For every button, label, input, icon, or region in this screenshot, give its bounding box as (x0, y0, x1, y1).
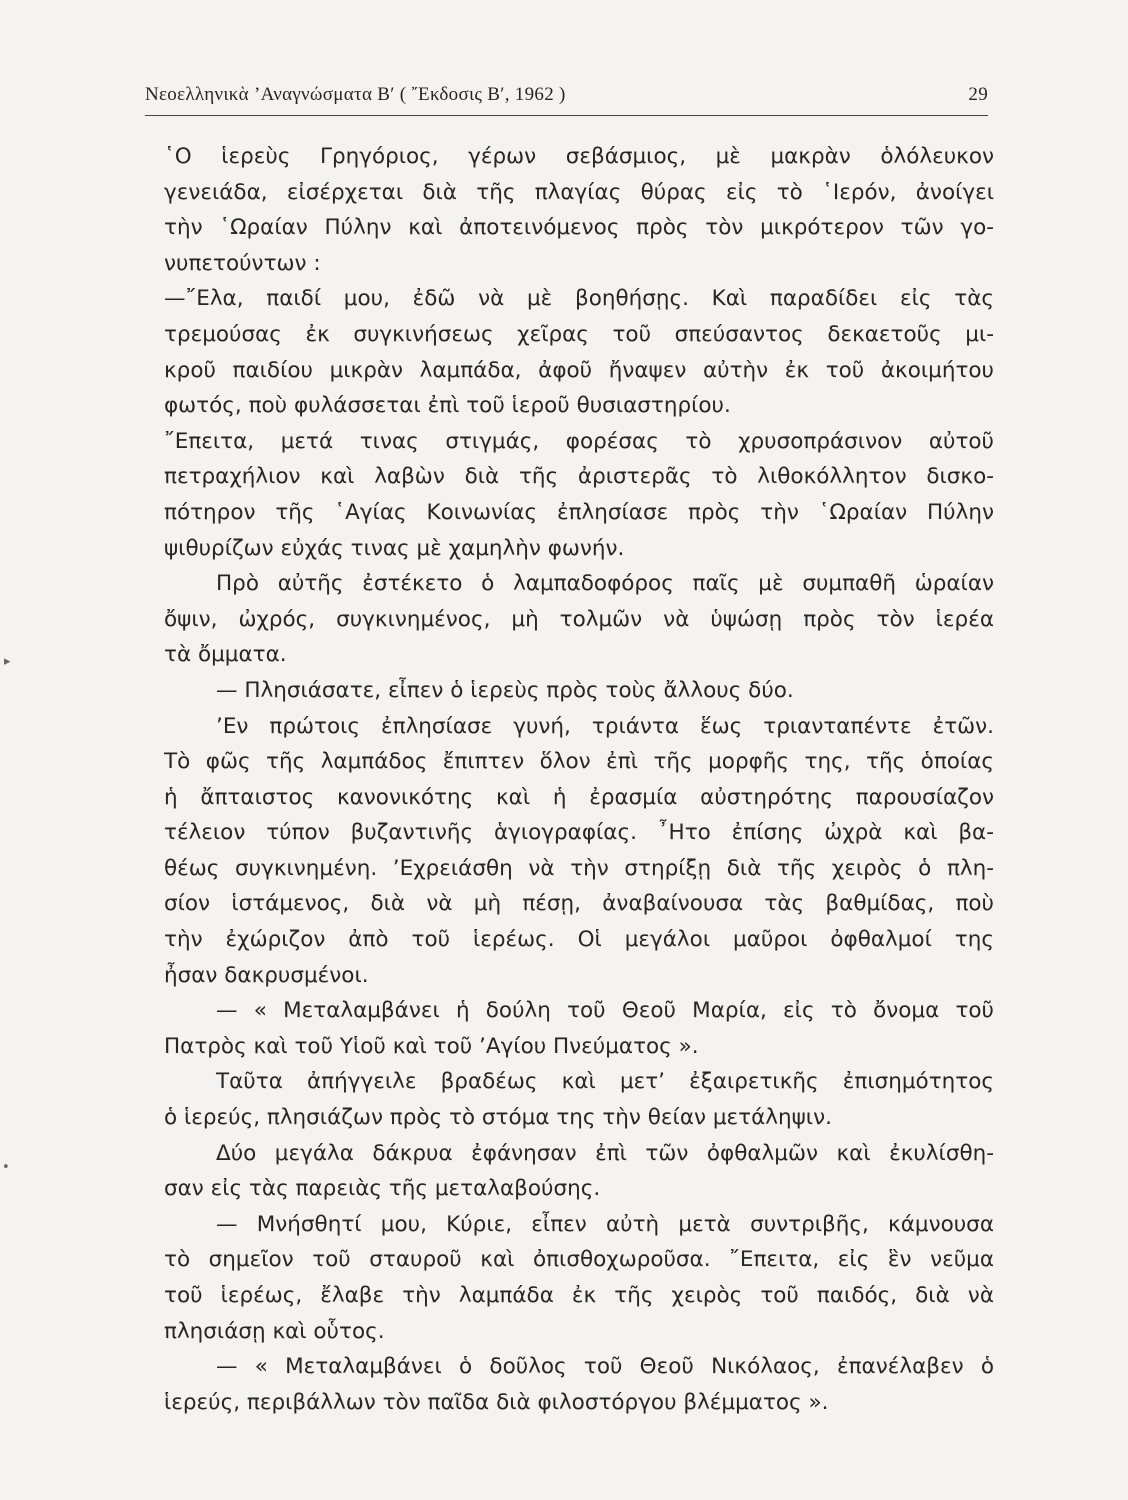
text-line: — « Μεταλαμβάνει ὁ δοῦλος τοῦ Θεοῦ Νικόλαος, ἐπανέλαβεν ὁ (216, 1354, 994, 1380)
text-line: πότηρον τῆς ῾Αγίας Κοινωνίας ἐπλησίασε πρὸς τὴν ῾Ωραίαν Πύλην (164, 499, 994, 525)
margin-mark-icon: ▸ (4, 654, 11, 669)
text-line: Δύο μεγάλα δάκρυα ἐφάνησαν ἐπὶ τῶν ὀφθαλμῶν καὶ ἐκυλίσθη- (216, 1140, 994, 1166)
text-line: φωτός, ποὺ φυλάσσεται ἐπὶ τοῦ ἱεροῦ θυσιαστηρίου. (164, 393, 731, 419)
text-line: — « Μεταλαμβάνει ἡ δούλη τοῦ Θεοῦ Μαρία, εἰς τὸ ὄνομα τοῦ (216, 998, 994, 1024)
text-line: νυπετούντων : (164, 250, 321, 276)
page-number: 29 (968, 84, 988, 105)
text-line: — Μνήσθητί μου, Κύριε, εἶπεν αὐτὴ μετὰ συντριβῆς, κάμνουσα (216, 1211, 994, 1237)
text-line: τὸ σημεῖον τοῦ σταυροῦ καὶ ὀπισθοχωροῦσα. ῎Επειτα, εἰς ἓν νεῦμα (164, 1247, 994, 1273)
text-line: ῾Ο ἱερεὺς Γρηγόριος, γέρων σεβάσμιος, μὲ μακρὰν ὁλόλευκον (164, 144, 994, 169)
text-line: ῎Επειτα, μετά τινας στιγμάς, φορέσας τὸ χρυσοπράσινον αὐτοῦ (164, 428, 994, 454)
text-line: γενειάδα, εἰσέρχεται διὰ τῆς πλαγίας θύρας εἰς τὸ ῾Ιερόν, ἀνοίγει (164, 179, 994, 205)
text-line: Ταῦτα ἀπήγγειλε βραδέως καὶ μετ’ ἐξαιρετικῆς ἐπισημότητος (216, 1069, 994, 1095)
text-line: τὴν ῾Ωραίαν Πύλην καὶ ἀποτεινόμενος πρὸς τὸν μικρότερον τῶν γο- (164, 215, 994, 241)
text-line: ἱερεύς, περιβάλλων τὸν παῖδα διὰ φιλοστόργου βλέμματος ». (164, 1389, 829, 1415)
text-line: κροῦ παιδίου μικρὰν λαμπάδα, ἀφοῦ ἤναψεν αὐτὴν ἐκ τοῦ ἀκοιμήτου (164, 357, 994, 383)
text-line: ὁ ἱερεύς, πλησιάζων πρὸς τὸ στόμα της τὴν θείαν μετάληψιν. (164, 1105, 832, 1131)
text-line: ἡ ἄπταιστος κανονικότης καὶ ἡ ἐρασμία αὐστηρότης παρουσίαζον (164, 784, 994, 810)
text-line: — Πλησιάσατε, εἶπεν ὁ ἱερεὺς πρὸς τοὺς ἄλλους δύο. (216, 677, 794, 703)
text-line: σαν εἰς τὰς παρειὰς τῆς μεταλαβούσης. (164, 1176, 601, 1202)
text-line: ’Εν πρώτοις ἐπλησίασε γυνή, τριάντα ἕως τριανταπέντε ἐτῶν. (216, 713, 994, 739)
text-line: Τὸ φῶς τῆς λαμπάδος ἔπιπτεν ὅλον ἐπὶ τῆς μορφῆς της, τῆς ὁποίας (164, 749, 994, 775)
text-line: ὄψιν, ὠχρός, συγκινημένος, μὴ τολμῶν νὰ ὑψώσῃ πρὸς τὸν ἱερέα (164, 606, 994, 632)
text-line: πλησιάσῃ καὶ οὗτος. (164, 1318, 385, 1344)
text-line: πετραχήλιον καὶ λαβὼν διὰ τῆς ἀριστερᾶς τὸ λιθοκόλλητον δισκο- (164, 464, 994, 490)
text-line: θέως συγκινημένη. ’Εχρειάσθη νὰ τὴν στηρίξῃ διὰ τῆς χειρὸς ὁ πλη- (164, 855, 994, 881)
text-line: τὴν ἐχώριζον ἀπὸ τοῦ ἱερέως. Οἱ μεγάλοι μαῦροι ὀφθαλμοί της (164, 927, 994, 953)
text-line: τρεμούσας ἐκ συγκινήσεως χεῖρας τοῦ σπεύσαντος δεκαετοῦς μι- (164, 321, 994, 347)
running-header (145, 84, 988, 106)
text-line: τὰ ὄμματα. (164, 642, 287, 668)
text-line: τέλειον τύπον βυζαντινῆς ἁγιογραφίας. ῏Ητο ἐπίσης ὠχρὰ καὶ βα- (164, 820, 994, 846)
text-line: Πατρὸς καὶ τοῦ Υἱοῦ καὶ τοῦ ’Αγίου Πνεύματος ». (164, 1033, 699, 1059)
header-rule (145, 115, 988, 116)
text-line: —῎Ελα, παιδί μου, ἐδῶ νὰ μὲ βοηθήσῃς. Καὶ παραδίδει εἰς τὰς (164, 286, 994, 312)
margin-dot-icon: • (2, 1160, 10, 1175)
text-line: Πρὸ αὐτῆς ἐστέκετο ὁ λαμπαδοφόρος παῖς μὲ συμπαθῆ ὡραίαν (216, 571, 994, 597)
text-line: ψιθυρίζων εὐχάς τινας μὲ χαμηλὴν φωνήν. (164, 535, 625, 561)
running-title: Νεοελληνικὰ ’Αναγνώσματα Β′ ( ῎Εκδοσις Β′, 1962 ) (145, 84, 566, 105)
text-line: σίον ἱστάμενος, διὰ νὰ μὴ πέσῃ, ἀναβαίνουσα τὰς βαθμίδας, ποὺ (164, 891, 994, 917)
text-line: ἦσαν δακρυσμένοι. (164, 962, 369, 988)
text-line: τοῦ ἱερέως, ἔλαβε τὴν λαμπάδα ἐκ τῆς χειρὸς τοῦ παιδός, διὰ νὰ (164, 1283, 994, 1308)
body-text (164, 139, 994, 1420)
